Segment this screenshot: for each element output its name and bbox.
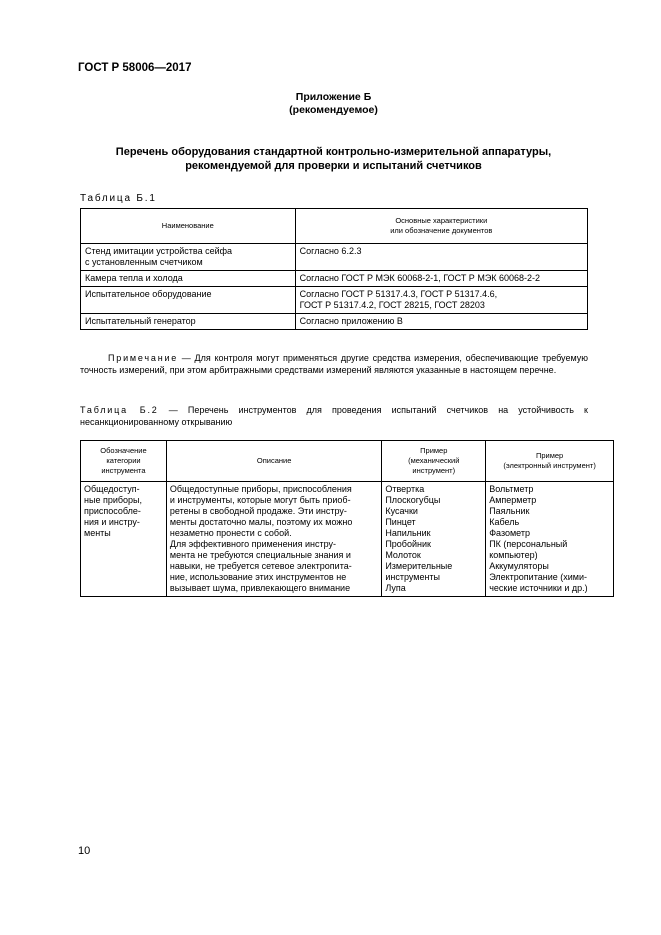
cell-line: инструменты bbox=[385, 572, 441, 582]
table2-caption bbox=[80, 404, 588, 428]
header-line: Пример bbox=[420, 446, 448, 455]
cell-line: Пинцет bbox=[385, 517, 416, 527]
row-spec bbox=[295, 244, 587, 271]
header-line: Обозначение bbox=[100, 446, 147, 455]
cell-line: мента не требуются специальные знания и bbox=[169, 550, 351, 560]
cell-line: Отвертка bbox=[385, 484, 425, 494]
cell-line: Пробойник bbox=[385, 539, 431, 549]
cell-line: ния и инстру- bbox=[84, 517, 140, 527]
header-characteristics bbox=[295, 209, 587, 244]
cell-line: Напильник bbox=[385, 528, 431, 538]
table-b2 bbox=[80, 440, 614, 597]
cell-line: вызывает шума, привлекающего внимание bbox=[169, 583, 351, 593]
row-spec bbox=[295, 287, 587, 314]
header-line: инструмента bbox=[101, 466, 146, 475]
cell-line: Кабель bbox=[489, 517, 520, 527]
header-electronic bbox=[486, 441, 614, 482]
note-text: — Для контроля могут применяться другие средства измерения, обеспечивающие требуемую точность измерений, при этом арбитражными средствами измерений являются указанные в настоящем перечне. bbox=[80, 353, 588, 375]
mechanical-cell bbox=[382, 482, 486, 597]
cell-line: навыки, не требуется сетевое электропита- bbox=[169, 561, 352, 571]
header-line: категории bbox=[106, 456, 141, 465]
header-line: Описание bbox=[256, 456, 292, 465]
header-line: инструмент) bbox=[412, 466, 456, 475]
table-row bbox=[81, 482, 614, 597]
header-line: Пример bbox=[535, 451, 564, 460]
table-row bbox=[81, 314, 588, 330]
header-description bbox=[166, 441, 381, 482]
annex-heading bbox=[80, 91, 587, 117]
cell-line: ретены в свободной продаже. Эти инстру- bbox=[169, 506, 347, 516]
row-name-line: с установленным счетчиком bbox=[85, 257, 203, 267]
row-spec-line: Согласно ГОСТ Р 51317.4.3, ГОСТ Р 51317.4.6, bbox=[299, 289, 498, 299]
cell-line: и инструменты, которые могут быть приоб- bbox=[169, 495, 351, 505]
table2-caption-label: Таблица Б.2 bbox=[80, 405, 159, 415]
table-b1 bbox=[80, 208, 588, 330]
page-title bbox=[80, 145, 587, 173]
page-title-line-1: Перечень оборудования стандартной контрольно-измерительной аппаратуры, bbox=[115, 146, 552, 158]
table-note bbox=[80, 352, 588, 376]
cell-line: ные приборы, bbox=[84, 495, 142, 505]
annex-type: (рекомендуемое) bbox=[289, 104, 378, 116]
row-spec bbox=[295, 271, 587, 287]
header-characteristics-line-2: или обозначение документов bbox=[390, 226, 493, 235]
note-label: Примечание bbox=[108, 353, 179, 363]
cell-line: ние, использование этих инструментов не bbox=[169, 572, 347, 582]
header-category bbox=[81, 441, 167, 482]
standard-designation: ГОСТ Р 58006—2017 bbox=[78, 62, 192, 74]
row-name-line: Испытательный генератор bbox=[85, 316, 196, 326]
table2-caption-text: — Перечень инструментов для проведения испытаний счетчиков на устойчивость к несанкционированному открыванию bbox=[80, 405, 588, 427]
description-cell bbox=[166, 482, 381, 597]
table-header-row bbox=[81, 441, 614, 482]
annex-title: Приложение Б bbox=[295, 91, 372, 103]
row-name-line: Камера тепла и холода bbox=[85, 273, 183, 283]
cell-line: менты bbox=[84, 528, 111, 538]
cell-line: Электропитание (хими- bbox=[489, 572, 587, 582]
cell-line: менты достаточно малы, поэтому их можно bbox=[169, 517, 353, 527]
cell-line: Лупа bbox=[385, 583, 406, 593]
page-title-line-2: рекомендуемой для проверки и испытаний счетчиков bbox=[185, 160, 482, 172]
table1-caption: Таблица Б.1 bbox=[80, 193, 157, 204]
cell-line: компьютер) bbox=[489, 550, 538, 560]
row-spec bbox=[295, 314, 587, 330]
row-spec-line: ГОСТ Р 51317.4.2, ГОСТ 28215, ГОСТ 28203 bbox=[299, 300, 485, 310]
cell-line: Фазометр bbox=[489, 528, 531, 538]
cell-line: Аккумуляторы bbox=[489, 561, 549, 571]
header-line: (механический bbox=[408, 456, 460, 465]
cell-line: Измерительные bbox=[385, 561, 453, 571]
table-row bbox=[81, 287, 588, 314]
category-cell bbox=[81, 482, 167, 597]
cell-line: Молоток bbox=[385, 550, 421, 560]
cell-line: ческие источники и др.) bbox=[489, 583, 588, 593]
row-spec-line: Согласно приложению В bbox=[299, 316, 403, 326]
electronic-cell bbox=[486, 482, 614, 597]
table-header-row bbox=[81, 209, 588, 244]
header-characteristics-line-1: Основные характеристики bbox=[395, 216, 488, 225]
cell-line: Общедоступные приборы, приспособления bbox=[169, 484, 352, 494]
cell-line: Кусачки bbox=[385, 506, 418, 516]
row-name bbox=[81, 314, 296, 330]
cell-line: незаметно пронести с собой. bbox=[169, 528, 292, 538]
cell-line: Вольтметр bbox=[489, 484, 534, 494]
cell-line: ПК (персональный bbox=[489, 539, 568, 549]
cell-line: Амперметр bbox=[489, 495, 537, 505]
cell-line: Паяльник bbox=[489, 506, 530, 516]
row-spec-line: Согласно ГОСТ Р МЭК 60068-2-1, ГОСТ Р МЭК 60068-2-2 bbox=[299, 273, 541, 283]
row-name-line: Стенд имитации устройства сейфа bbox=[85, 246, 233, 256]
header-line: (электронный инструмент) bbox=[503, 461, 596, 470]
table-row bbox=[81, 271, 588, 287]
header-mechanical bbox=[382, 441, 486, 482]
cell-line: приспособле- bbox=[84, 506, 141, 516]
row-name bbox=[81, 271, 296, 287]
header-name: Наименование bbox=[81, 209, 296, 244]
page-number: 10 bbox=[78, 845, 91, 857]
row-name bbox=[81, 244, 296, 271]
table-row bbox=[81, 244, 588, 271]
cell-line: Для эффективного применения инстру- bbox=[169, 539, 337, 549]
cell-line: Плоскогубцы bbox=[385, 495, 441, 505]
row-spec-line: Согласно 6.2.3 bbox=[299, 246, 362, 256]
row-name bbox=[81, 287, 296, 314]
row-name-line: Испытательное оборудование bbox=[85, 289, 212, 299]
cell-line: Общедоступ- bbox=[84, 484, 140, 494]
